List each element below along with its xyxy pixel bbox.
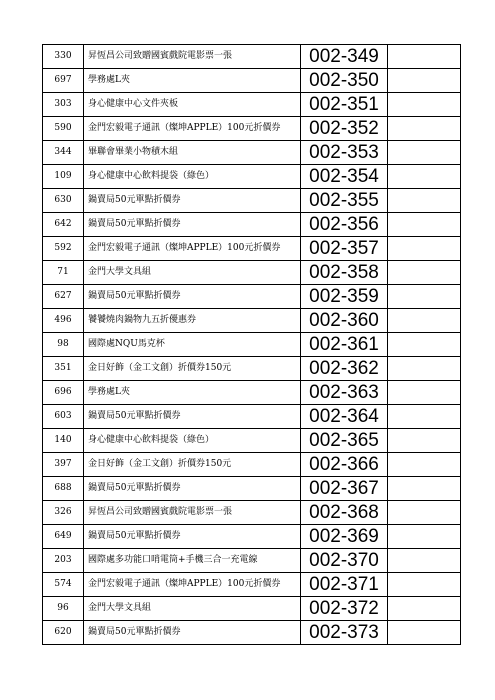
table-row bbox=[43, 333, 461, 357]
prize-number: 697 bbox=[43, 69, 84, 93]
prize-number: 96 bbox=[43, 597, 84, 621]
prize-number: 592 bbox=[43, 237, 84, 261]
prize-item: 金門大學文具組 bbox=[84, 597, 301, 621]
table-row bbox=[43, 69, 461, 93]
table-row bbox=[43, 429, 461, 453]
ticket-code: 002-366 bbox=[301, 453, 388, 477]
ticket-code: 002-351 bbox=[301, 93, 388, 117]
prize-number: 397 bbox=[43, 453, 84, 477]
table-row bbox=[43, 117, 461, 141]
ticket-code: 002-360 bbox=[301, 309, 388, 333]
ticket-code: 002-359 bbox=[301, 285, 388, 309]
blank-cell bbox=[388, 213, 461, 237]
prize-item: 鍋賣局50元單點折價券 bbox=[84, 213, 301, 237]
ticket-code: 002-362 bbox=[301, 357, 388, 381]
ticket-code: 002-354 bbox=[301, 165, 388, 189]
prize-number: 203 bbox=[43, 549, 84, 573]
prize-number: 326 bbox=[43, 501, 84, 525]
table-row bbox=[43, 549, 461, 573]
prize-item: 鍋賣局50元單點折價券 bbox=[84, 477, 301, 501]
prize-item: 昇恆昌公司致贈國賓戲院電影票一張 bbox=[84, 45, 301, 69]
blank-cell bbox=[388, 69, 461, 93]
table-row bbox=[43, 501, 461, 525]
ticket-code: 002-358 bbox=[301, 261, 388, 285]
ticket-code: 002-364 bbox=[301, 405, 388, 429]
prize-item: 學務處L夾 bbox=[84, 69, 301, 93]
ticket-code: 002-363 bbox=[301, 381, 388, 405]
blank-cell bbox=[388, 141, 461, 165]
prize-number: 98 bbox=[43, 333, 84, 357]
prize-table bbox=[42, 44, 461, 645]
prize-item: 鍋賣局50元單點折價券 bbox=[84, 189, 301, 213]
table-row bbox=[43, 309, 461, 333]
blank-cell bbox=[388, 597, 461, 621]
prize-item: 饕饕燒肉鍋物九五折優惠券 bbox=[84, 309, 301, 333]
blank-cell bbox=[388, 309, 461, 333]
table-row bbox=[43, 45, 461, 69]
blank-cell bbox=[388, 285, 461, 309]
prize-item: 國際處多功能口哨電筒+手機三合一充電線 bbox=[84, 549, 301, 573]
prize-table-body bbox=[43, 45, 461, 645]
prize-item: 金門宏毅電子通訊（燦坤APPLE）100元折價券 bbox=[84, 117, 301, 141]
blank-cell bbox=[388, 237, 461, 261]
table-row bbox=[43, 141, 461, 165]
ticket-code: 002-365 bbox=[301, 429, 388, 453]
prize-item: 畢聯會畢業小物積木組 bbox=[84, 141, 301, 165]
prize-number: 642 bbox=[43, 213, 84, 237]
prize-item: 鍋賣局50元單點折價券 bbox=[84, 285, 301, 309]
table-row bbox=[43, 621, 461, 645]
prize-item: 國際處NQU馬克杯 bbox=[84, 333, 301, 357]
blank-cell bbox=[388, 261, 461, 285]
prize-item: 鍋賣局50元單點折價券 bbox=[84, 621, 301, 645]
blank-cell bbox=[388, 189, 461, 213]
ticket-code: 002-349 bbox=[301, 45, 388, 69]
table-row bbox=[43, 453, 461, 477]
blank-cell bbox=[388, 381, 461, 405]
blank-cell bbox=[388, 549, 461, 573]
blank-cell bbox=[388, 93, 461, 117]
table-row bbox=[43, 285, 461, 309]
prize-number: 303 bbox=[43, 93, 84, 117]
table-row bbox=[43, 381, 461, 405]
table-row bbox=[43, 525, 461, 549]
table-row bbox=[43, 93, 461, 117]
blank-cell bbox=[388, 477, 461, 501]
ticket-code: 002-361 bbox=[301, 333, 388, 357]
blank-cell bbox=[388, 453, 461, 477]
prize-number: 496 bbox=[43, 309, 84, 333]
prize-item: 身心健康中心飲料提袋（綠色） bbox=[84, 165, 301, 189]
ticket-code: 002-352 bbox=[301, 117, 388, 141]
prize-number: 627 bbox=[43, 285, 84, 309]
blank-cell bbox=[388, 117, 461, 141]
table-row bbox=[43, 477, 461, 501]
prize-item: 金門大學文具組 bbox=[84, 261, 301, 285]
prize-number: 696 bbox=[43, 381, 84, 405]
table-row bbox=[43, 165, 461, 189]
prize-item: 鍋賣局50元單點折價券 bbox=[84, 525, 301, 549]
table-row bbox=[43, 261, 461, 285]
blank-cell bbox=[388, 429, 461, 453]
prize-item: 身心健康中心文件夾板 bbox=[84, 93, 301, 117]
blank-cell bbox=[388, 405, 461, 429]
prize-number: 109 bbox=[43, 165, 84, 189]
prize-number: 344 bbox=[43, 141, 84, 165]
prize-item: 昇恆昌公司致贈國賓戲院電影票一張 bbox=[84, 501, 301, 525]
blank-cell bbox=[388, 573, 461, 597]
prize-number: 140 bbox=[43, 429, 84, 453]
ticket-code: 002-373 bbox=[301, 621, 388, 645]
ticket-code: 002-372 bbox=[301, 597, 388, 621]
ticket-code: 002-353 bbox=[301, 141, 388, 165]
table-row bbox=[43, 213, 461, 237]
blank-cell bbox=[388, 501, 461, 525]
prize-number: 71 bbox=[43, 261, 84, 285]
blank-cell bbox=[388, 525, 461, 549]
ticket-code: 002-368 bbox=[301, 501, 388, 525]
ticket-code: 002-371 bbox=[301, 573, 388, 597]
prize-number: 351 bbox=[43, 357, 84, 381]
table-row bbox=[43, 405, 461, 429]
prize-item: 金日好飾（金工文創）折價券150元 bbox=[84, 357, 301, 381]
blank-cell bbox=[388, 333, 461, 357]
prize-item: 金日好飾（金工文創）折價券150元 bbox=[84, 453, 301, 477]
ticket-code: 002-356 bbox=[301, 213, 388, 237]
table-row bbox=[43, 237, 461, 261]
prize-number: 603 bbox=[43, 405, 84, 429]
table-row bbox=[43, 597, 461, 621]
blank-cell bbox=[388, 357, 461, 381]
prize-number: 649 bbox=[43, 525, 84, 549]
prize-number: 688 bbox=[43, 477, 84, 501]
ticket-code: 002-369 bbox=[301, 525, 388, 549]
table-row bbox=[43, 573, 461, 597]
ticket-code: 002-370 bbox=[301, 549, 388, 573]
prize-item: 金門宏毅電子通訊（燦坤APPLE）100元折價券 bbox=[84, 237, 301, 261]
prize-number: 574 bbox=[43, 573, 84, 597]
prize-number: 330 bbox=[43, 45, 84, 69]
blank-cell bbox=[388, 165, 461, 189]
prize-number: 620 bbox=[43, 621, 84, 645]
prize-item: 金門宏毅電子通訊（燦坤APPLE）100元折價券 bbox=[84, 573, 301, 597]
ticket-code: 002-367 bbox=[301, 477, 388, 501]
ticket-code: 002-355 bbox=[301, 189, 388, 213]
blank-cell bbox=[388, 621, 461, 645]
ticket-code: 002-350 bbox=[301, 69, 388, 93]
ticket-code: 002-357 bbox=[301, 237, 388, 261]
blank-cell bbox=[388, 45, 461, 69]
prize-number: 590 bbox=[43, 117, 84, 141]
prize-item: 身心健康中心飲料提袋（綠色） bbox=[84, 429, 301, 453]
table-row bbox=[43, 357, 461, 381]
prize-item: 鍋賣局50元單點折價券 bbox=[84, 405, 301, 429]
prize-number: 630 bbox=[43, 189, 84, 213]
prize-item: 學務處L夾 bbox=[84, 381, 301, 405]
table-row bbox=[43, 189, 461, 213]
